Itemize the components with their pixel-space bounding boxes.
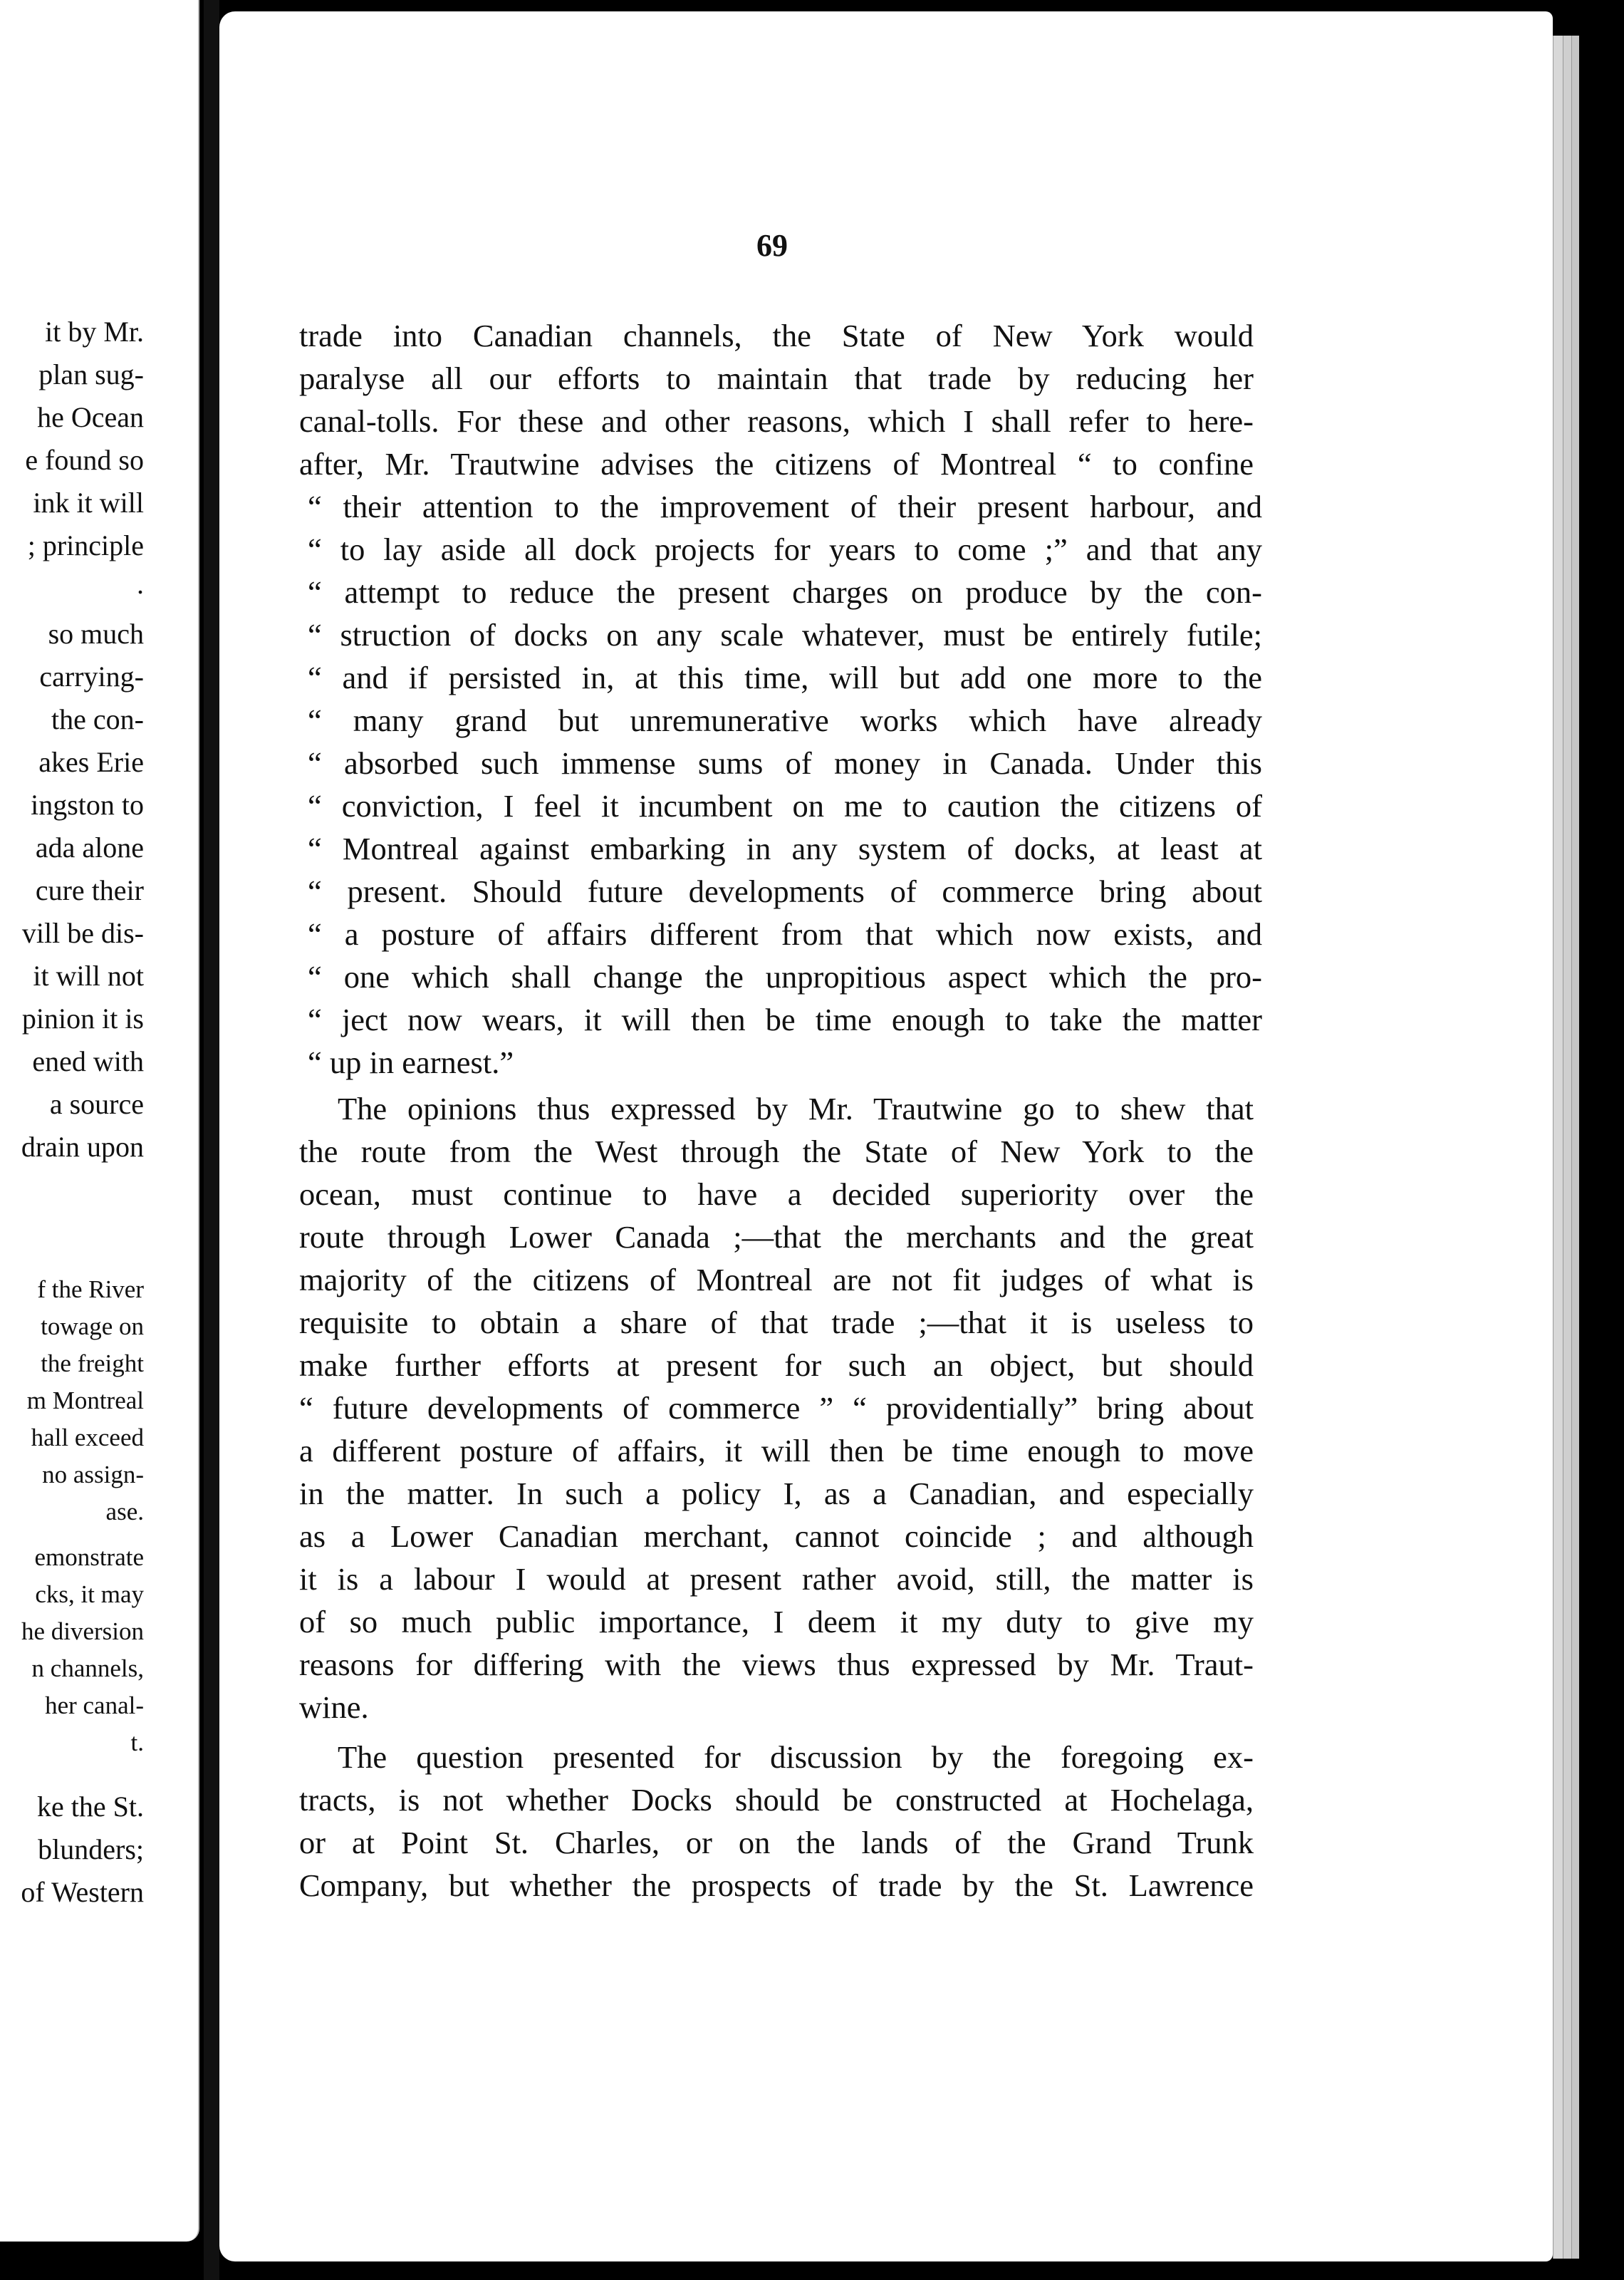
left-page-line: of Western xyxy=(21,1876,144,1908)
left-page-line: plan sug- xyxy=(38,358,144,390)
left-page-line: akes Erie xyxy=(38,746,144,778)
body-line: “ conviction, I feel it incumbent on me to caution the citizens of xyxy=(308,788,1262,824)
left-page-line: he diversion xyxy=(21,1617,144,1645)
body-line: “ future developments of commerce ” “ providentially” bring about xyxy=(299,1390,1254,1426)
left-page-line: . xyxy=(137,568,144,600)
left-page-line: ingston to xyxy=(31,789,144,821)
left-page-line: blunders; xyxy=(38,1833,144,1865)
body-line: tracts, is not whether Docks should be constructed at Hochelaga, xyxy=(299,1782,1254,1818)
body-line: majority of the citizens of Montreal are not fit judges of what is xyxy=(299,1262,1254,1297)
left-page-line: ened with xyxy=(32,1045,144,1077)
page-edge-3 xyxy=(1571,36,1579,2259)
body-line: route through Lower Canada ;—that the merchants and the great xyxy=(299,1219,1254,1255)
left-page-line: vill be dis- xyxy=(21,917,144,949)
left-page-line: drain upon xyxy=(21,1131,144,1163)
left-page-line: it will not xyxy=(33,960,144,992)
body-line: “ their attention to the improvement of their present harbour, and xyxy=(308,489,1262,524)
body-line: of so much public importance, I deem it my duty to give my xyxy=(299,1604,1254,1639)
body-line: requisite to obtain a share of that trade ;—that it is useless to xyxy=(299,1305,1254,1340)
left-page-line: the con- xyxy=(51,703,144,735)
body-line: wine. xyxy=(299,1689,369,1725)
body-line: reasons for differing with the views thus expressed by Mr. Traut- xyxy=(299,1647,1254,1682)
body-line: the route from the West through the State of New York to the xyxy=(299,1134,1254,1169)
body-line: as a Lower Canadian merchant, cannot coincide ; and although xyxy=(299,1518,1254,1554)
body-line: it is a labour I would at present rather avoid, still, the matter is xyxy=(299,1561,1254,1597)
left-page-line: t. xyxy=(130,1729,144,1756)
body-line: “ many grand but unremunerative works which have already xyxy=(308,703,1262,738)
body-line: after, Mr. Trautwine advises the citizens of Montreal “ to confine xyxy=(299,446,1254,482)
left-page-line: a source xyxy=(49,1088,144,1120)
left-page-line: so much xyxy=(48,618,144,650)
left-page-line: n channels, xyxy=(31,1654,144,1682)
body-line: ocean, must continue to have a decided superiority over the xyxy=(299,1176,1254,1212)
left-page-line: no assign- xyxy=(42,1461,144,1488)
body-line: canal-tolls. For these and other reasons, which I shall refer to here- xyxy=(299,403,1254,439)
body-line: make further efforts at present for such an object, but should xyxy=(299,1347,1254,1383)
body-line: trade into Canadian channels, the State of New York would xyxy=(299,318,1254,353)
body-line: “ one which shall change the unpropitious aspect which the pro- xyxy=(308,959,1262,995)
left-page-line: hall exceed xyxy=(31,1424,144,1451)
left-page-line: f the River xyxy=(37,1275,144,1303)
left-page-line: he Ocean xyxy=(37,401,144,433)
body-line: “ a posture of affairs different from that which now exists, and xyxy=(308,916,1262,952)
left-page-line: e found so xyxy=(25,444,144,476)
body-line: paralyse all our efforts to maintain that trade by reducing her xyxy=(299,361,1254,396)
left-page-fragment xyxy=(0,0,199,2242)
page-number: 69 xyxy=(756,228,788,263)
left-page-line: ke the St. xyxy=(37,1791,144,1823)
left-page-line: cure their xyxy=(35,874,144,906)
left-page-line: ink it will xyxy=(33,487,144,519)
left-page-line: it by Mr. xyxy=(45,316,144,348)
left-page-line: the freight xyxy=(41,1349,144,1377)
body-line: “ absorbed such immense sums of money in Canada. Under this xyxy=(308,745,1262,781)
body-line: Company, but whether the prospects of trade by the St. Lawrence xyxy=(299,1867,1254,1903)
body-line: “ ject now wears, it will then be time enough to take the matter xyxy=(308,1002,1262,1037)
body-line: or at Point St. Charles, or on the lands of the Grand Trunk xyxy=(299,1825,1254,1860)
body-line: The question presented for discussion by the foregoing ex- xyxy=(338,1739,1254,1775)
left-page-line: ; principle xyxy=(27,529,144,561)
left-page-line: her canal- xyxy=(45,1691,144,1719)
left-page-line: m Montreal xyxy=(26,1387,144,1414)
body-line: The opinions thus expressed by Mr. Trautwine go to shew that xyxy=(338,1091,1254,1126)
left-page-line: pinion it is xyxy=(21,1002,144,1035)
body-line: “ and if persisted in, at this time, will but add one more to the xyxy=(308,660,1262,695)
body-line: “ attempt to reduce the present charges on produce by the con- xyxy=(308,574,1262,610)
left-page-line: carrying- xyxy=(39,660,144,693)
page-edge-1 xyxy=(1553,36,1563,2259)
body-line: in the matter. In such a policy I, as a Canadian, and especially xyxy=(299,1476,1254,1511)
body-line: “ present. Should future developments of commerce bring about xyxy=(308,874,1262,909)
left-page-line: emonstrate xyxy=(34,1543,144,1571)
left-page-line: ada alone xyxy=(35,831,144,864)
body-line: “ to lay aside all dock projects for years to come ;” and that any xyxy=(308,532,1262,567)
body-line: a different posture of affairs, it will then be time enough to move xyxy=(299,1433,1254,1468)
body-line: “ up in earnest.” xyxy=(308,1045,514,1080)
left-page-line: ase. xyxy=(105,1498,144,1525)
body-line: “ struction of docks on any scale whatever, must be entirely futile; xyxy=(308,617,1262,653)
binding-shadow xyxy=(204,0,219,2280)
left-page-line: towage on xyxy=(41,1312,144,1340)
body-line: “ Montreal against embarking in any system of docks, at least at xyxy=(308,831,1262,866)
left-page-line: cks, it may xyxy=(35,1580,144,1608)
